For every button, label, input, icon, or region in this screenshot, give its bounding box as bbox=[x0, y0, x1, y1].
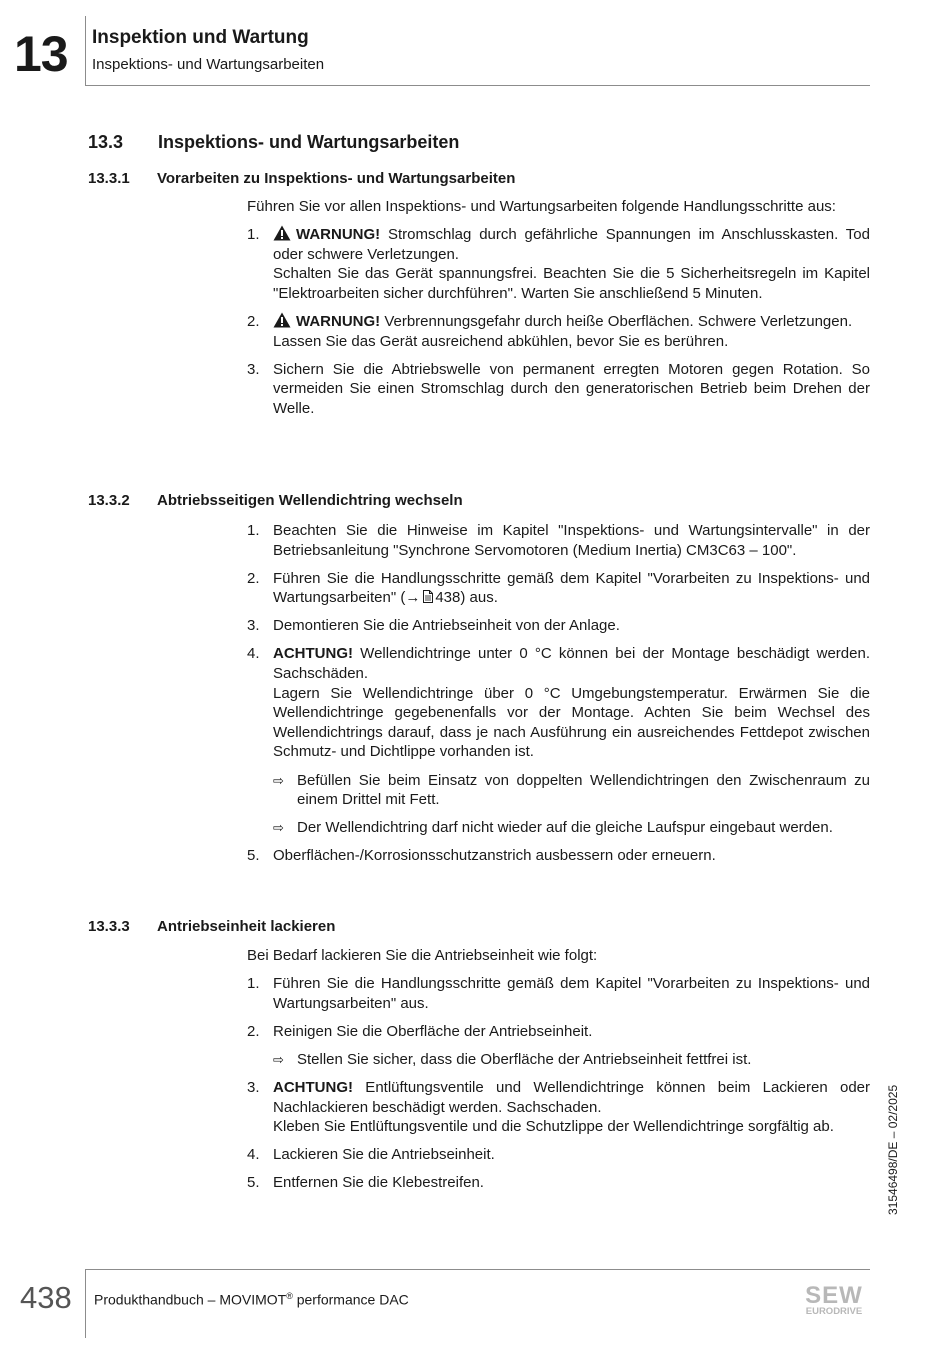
step-action: Schalten Sie das Gerät spannungsfrei. Beachten Sie die 5 Sicherheitsregeln im Kapitel "Elektroarbeiten sicher durchführen". Warten Sie anschließend 5 Minuten. bbox=[273, 265, 870, 302]
warning-triangle-icon bbox=[273, 312, 291, 328]
subsection-title: Antriebseinheit lackieren bbox=[157, 918, 336, 935]
step-list bbox=[247, 225, 870, 418]
result-arrow-icon: ⇨ bbox=[273, 772, 284, 788]
intro-paragraph: Bei Bedarf lackieren Sie die Antriebseinheit wie folgt: bbox=[247, 947, 598, 964]
step-number: 3. bbox=[247, 1078, 260, 1096]
signal-word: WARNUNG! bbox=[296, 312, 381, 330]
step-text: Reinigen Sie die Oberfläche der Antriebseinheit. bbox=[273, 1022, 593, 1040]
footer-divider-vertical bbox=[85, 1270, 86, 1338]
step-number: 5. bbox=[247, 1174, 260, 1192]
list-item bbox=[247, 1022, 870, 1070]
document-page-icon bbox=[423, 590, 433, 603]
chapter-title: Inspektion und Wartung bbox=[92, 27, 309, 48]
step-text: Beachten Sie die Hinweise im Kapitel "Inspektions- und Wartungsintervalle" in der Betriebsanleitung "Synchrone Servomotoren (Medium Inertia) CM3C63 – 100". bbox=[273, 522, 870, 559]
list-item bbox=[247, 1145, 870, 1165]
section-heading bbox=[88, 132, 459, 153]
header-divider-vertical bbox=[85, 16, 86, 86]
step-list bbox=[247, 974, 870, 1193]
signal-word: WARNUNG! bbox=[296, 226, 381, 244]
result-list bbox=[273, 771, 870, 838]
result-item bbox=[273, 1050, 870, 1070]
result-text: Stellen Sie sicher, dass die Oberfläche der Antriebseinheit fettfrei ist. bbox=[297, 1050, 752, 1068]
subsection-body-13-3-3 bbox=[247, 946, 870, 1201]
signal-word: ACHTUNG! bbox=[273, 645, 353, 663]
step-number: 1. bbox=[247, 226, 260, 244]
list-item bbox=[247, 644, 870, 837]
step-number: 4. bbox=[247, 1146, 260, 1164]
step-text: Oberflächen-/Korrosionsschutzanstrich ausbessern oder erneuern. bbox=[273, 847, 716, 865]
result-arrow-icon: ⇨ bbox=[273, 820, 284, 836]
step-number: 4. bbox=[247, 645, 260, 663]
step-text: Führen Sie die Handlungsschritte gemäß dem Kapitel "Vorarbeiten zu Inspektions- und Wartungsarbeiten" aus. bbox=[273, 975, 870, 1012]
sew-eurodrive-logo bbox=[798, 1282, 870, 1316]
logo-text-eurodrive: EURODRIVE bbox=[805, 1306, 863, 1316]
subsection-number: 13.3.1 bbox=[88, 170, 130, 187]
signal-word: ACHTUNG! bbox=[273, 1078, 353, 1096]
page-reference-link[interactable]: 438 bbox=[435, 589, 461, 607]
warning-triangle-icon bbox=[273, 225, 291, 241]
step-text: Verbrennungsgefahr durch heiße Oberflächen. Schwere Verletzungen. bbox=[380, 312, 853, 330]
section-title: Inspektions- und Wartungsarbeiten bbox=[158, 132, 460, 152]
registered-mark: ® bbox=[286, 1291, 293, 1301]
page-number: 438 bbox=[20, 1280, 72, 1315]
step-text: Entfernen Sie die Klebestreifen. bbox=[273, 1174, 484, 1192]
list-item bbox=[247, 1173, 870, 1193]
subsection-heading-13-3-2 bbox=[88, 492, 463, 509]
step-list bbox=[247, 521, 870, 866]
subsection-title: Vorarbeiten zu Inspektions- und Wartungsarbeiten bbox=[157, 170, 516, 187]
result-text: Befüllen Sie beim Einsatz von doppelten Wellendichtringen den Zwischenraum zu einem Drittel mit Fett. bbox=[297, 771, 870, 809]
step-action: Lassen Sie das Gerät ausreichend abkühlen, bevor Sie es berühren. bbox=[273, 332, 729, 350]
header-divider-horizontal bbox=[85, 85, 870, 86]
step-action: Kleben Sie Entlüftungsventile und die Schutzlippe der Wellendichtringe sorgfältig ab. bbox=[273, 1118, 834, 1136]
result-text: Der Wellendichtring darf nicht wieder auf die gleiche Laufspur eingebaut werden. bbox=[297, 819, 833, 837]
subsection-body-13-3-1 bbox=[247, 197, 870, 427]
step-text: Entlüftungsventile und Wellendichtringe können beim Lackieren oder Nachlackieren beschädigt werden. Sachschaden. bbox=[273, 1078, 870, 1116]
subsection-number: 13.3.3 bbox=[88, 918, 130, 935]
step-text-end: ) aus. bbox=[460, 589, 498, 607]
step-number: 2. bbox=[247, 1022, 260, 1040]
step-number: 3. bbox=[247, 617, 260, 635]
list-item bbox=[247, 974, 870, 1013]
step-text: Lackieren Sie die Antriebseinheit. bbox=[273, 1146, 495, 1164]
footer-divider-horizontal bbox=[85, 1269, 870, 1270]
result-list bbox=[273, 1050, 870, 1070]
subsection-title: Abtriebsseitigen Wellendichtring wechseln bbox=[157, 492, 463, 509]
list-item bbox=[247, 569, 870, 608]
result-arrow-icon: ⇨ bbox=[273, 1051, 284, 1067]
subsection-heading-13-3-3 bbox=[88, 918, 335, 935]
step-action: Lagern Sie Wellendichtringe über 0 °C Umgebungstemperatur. Erwärmen Sie die Wellendichtringe gegebenenfalls vor der Montage. Achten Sie beim Wechsel des Wellendichtrings darauf, dass je nach Ausführung ein ausreichendes Fettdepot zwischen Schmutz- und Dichtlippe vorhanden ist. bbox=[273, 684, 870, 761]
list-item bbox=[247, 1078, 870, 1137]
result-item bbox=[273, 771, 870, 810]
footer-title bbox=[94, 1291, 409, 1308]
logo-text-sew: SEW bbox=[805, 1282, 863, 1309]
step-number: 1. bbox=[247, 522, 260, 539]
footer-title-text: Produkthandbuch – MOVIMOT bbox=[94, 1291, 287, 1308]
step-number: 2. bbox=[247, 569, 260, 587]
list-item bbox=[247, 312, 870, 351]
list-item bbox=[247, 846, 870, 866]
step-number: 3. bbox=[247, 360, 260, 378]
step-number: 5. bbox=[247, 847, 260, 865]
list-item bbox=[247, 360, 870, 419]
list-item bbox=[247, 521, 870, 560]
subsection-number: 13.3.2 bbox=[88, 492, 130, 509]
document-id: 31546498/DE – 02/2025 bbox=[886, 1084, 900, 1215]
step-text: Führen Sie die Handlungsschritte gemäß dem Kapitel "Vorarbeiten zu Inspektions- und Wartungsarbeiten" (→ bbox=[273, 569, 870, 607]
step-number: 2. bbox=[247, 312, 260, 330]
step-number: 1. bbox=[247, 975, 260, 993]
result-item bbox=[273, 818, 870, 838]
list-item bbox=[247, 616, 870, 636]
step-text: Wellendichtringe unter 0 °C können bei der Montage beschädigt werden. Sachschäden. bbox=[273, 645, 870, 683]
step-text: Stromschlag durch gefährliche Spannungen im Anschlusskasten. Tod oder schwere Verletzungen. bbox=[273, 226, 870, 263]
intro-paragraph: Führen Sie vor allen Inspektions- und Wartungsarbeiten folgende Handlungsschritte aus: bbox=[247, 198, 836, 215]
chapter-number: 13 bbox=[14, 26, 68, 82]
footer-title-text-end: performance DAC bbox=[292, 1291, 409, 1308]
step-text: Sichern Sie die Abtriebswelle von permanent erregten Motoren gegen Rotation. So vermeiden Sie einen Stromschlag durch den generatorischen Betrieb beim Drehen der Welle. bbox=[273, 360, 870, 417]
subsection-heading-13-3-1 bbox=[88, 170, 515, 187]
list-item bbox=[247, 225, 870, 303]
step-text: Demontieren Sie die Antriebseinheit von der Anlage. bbox=[273, 617, 620, 635]
header-subtitle: Inspektions- und Wartungsarbeiten bbox=[92, 56, 325, 73]
subsection-body-13-3-2 bbox=[247, 521, 870, 874]
section-number: 13.3 bbox=[88, 132, 124, 152]
